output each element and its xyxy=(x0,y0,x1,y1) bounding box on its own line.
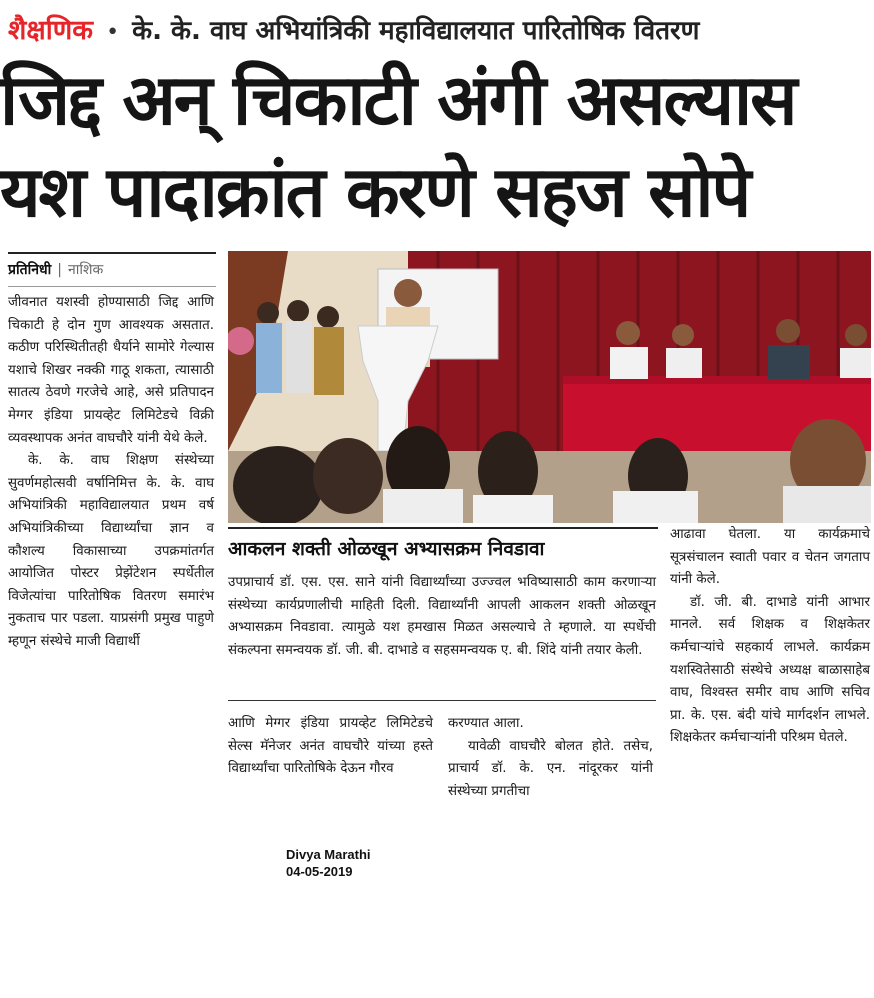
byline xyxy=(8,252,216,287)
source-credit xyxy=(286,846,371,880)
paragraph: डॉ. जी. बी. दाभाडे यांनी आभार मानले. सर्व शिक्षक व शिक्षकेतर कर्मचाऱ्यांचे सहकार्य लाभले. कार्यक्रम यशस्वितेसाठी संस्थेचे अध्यक्ष बाळासाहेब वाघ, विश्वस्त समीर वाघ आणि सचिव प्रा. के. एस. बंदी यांचे मार्गदर्शन लाभले. शिक्षकेतर कर्मचाऱ्यांनी परिश्रम घेतले. xyxy=(670,594,870,746)
byline-separator: | xyxy=(57,262,62,278)
article-column-4 xyxy=(448,713,653,803)
paragraph: यावेळी वाघचौरे बोलत होते. तसेच, प्राचार्य डॉ. के. एन. नांदूरकर यांनी संस्थेच्या प्रगतीचा xyxy=(448,738,653,799)
headline-line-2: यश पादाक्रांत करणे सहज सोपे xyxy=(0,151,750,233)
article-column-3 xyxy=(228,713,433,781)
event-photo-illustration xyxy=(228,251,871,523)
newspaper-name: Divya Marathi xyxy=(286,847,371,862)
kicker-bullet: • xyxy=(106,20,120,45)
paragraph: आणि मेग्गर इंडिया प्रायव्हेट लिमिटेडचे सेल्स मॅनेजर अनंत वाघचौरे यांच्या हस्ते विद्यार्थ्यांचा पारितोषिके देऊन गौरव xyxy=(228,716,433,777)
byline-author: प्रतिनिधी xyxy=(8,262,52,278)
paragraph: आढावा घेतला. या कार्यक्रमाचे सूत्रसंचालन स्वाती पवार व चेतन जगताप यांनी केले. xyxy=(670,527,870,588)
column-divider xyxy=(228,700,656,701)
section-label: शैक्षणिक xyxy=(8,15,93,46)
paragraph: उपप्राचार्य डॉ. एस. एस. साने यांनी विद्यार्थ्यांच्या उज्ज्वल भविष्यासाठी काम करणाऱ्या संस्थेच्या कार्यप्रणालीची माहिती दिली. विद्यार्थ्यांनी आपली आकलन शक्ती ओळखून अभ्यासक्रम निवडावा. त्यामुळे यश हमखास मिळत असल्याचे ते म्हणाले. या स्पर्धेची संकल्पना समन्वयक डॉ. जी. बी. दाभाडे व सहसमन्वयक ए. बी. शिंदे यांनी तयार केली. xyxy=(228,575,656,658)
kicker-line xyxy=(8,10,868,50)
article-column-2 xyxy=(228,572,656,662)
paragraph: जीवनात यशस्वी होण्यासाठी जिद्द आणि चिकाटी हे दोन गुण आवश्यक असतात. कठीण परिस्थितीतही धैर्याने सामोरे गेल्यास यशाचे शिखर नक्की गाठू शकता, त्यासाठी सातत्य ठेवणे गरजेचे आहे, असे प्रतिपादन मेग्गर इंडिया प्रायव्हेट लिमिटेडचे विक्री व्यवस्थापक अनंत वाघचौरे यांनी येथे केले. xyxy=(8,295,214,446)
article-subheading: आकलन शक्ती ओळखून अभ्यासक्रम निवडावा xyxy=(228,527,658,569)
headline xyxy=(0,54,874,238)
kicker-subtitle: के. के. वाघ अभियांत्रिकी महाविद्यालयात पारितोषिक वितरण xyxy=(132,16,700,46)
headline-line-1: जिद्द अन् चिकाटी अंगी असल्यास xyxy=(0,59,796,141)
paragraph: के. के. वाघ शिक्षण संस्थेच्या सुवर्णमहोत्सवी वर्षानिमित्त के. के. वाघ अभियांत्रिकी महाविद्यालयात प्रथम वर्ष अभियांत्रिकीच्या विद्यार्थ्यांचा ज्ञान व कौशल्य विकासाच्या उपक्रमांतर्गत आयोजित पोस्टर प्रेझेंटेशन स्पर्धेतील विजेत्यांचा पारितोषिक वितरण समारंभ नुकताच पार पडला. याप्रसंगी प्रमुख पाहुणे म्हणून संस्थेचे माजी विद्यार्थी xyxy=(8,453,214,649)
article-column-5 xyxy=(670,524,870,750)
article-column-1 xyxy=(8,292,214,654)
byline-city: नाशिक xyxy=(67,262,104,278)
paragraph: करण्यात आला. xyxy=(448,716,524,731)
publication-date: 04-05-2019 xyxy=(286,864,353,879)
event-photo xyxy=(228,251,871,523)
